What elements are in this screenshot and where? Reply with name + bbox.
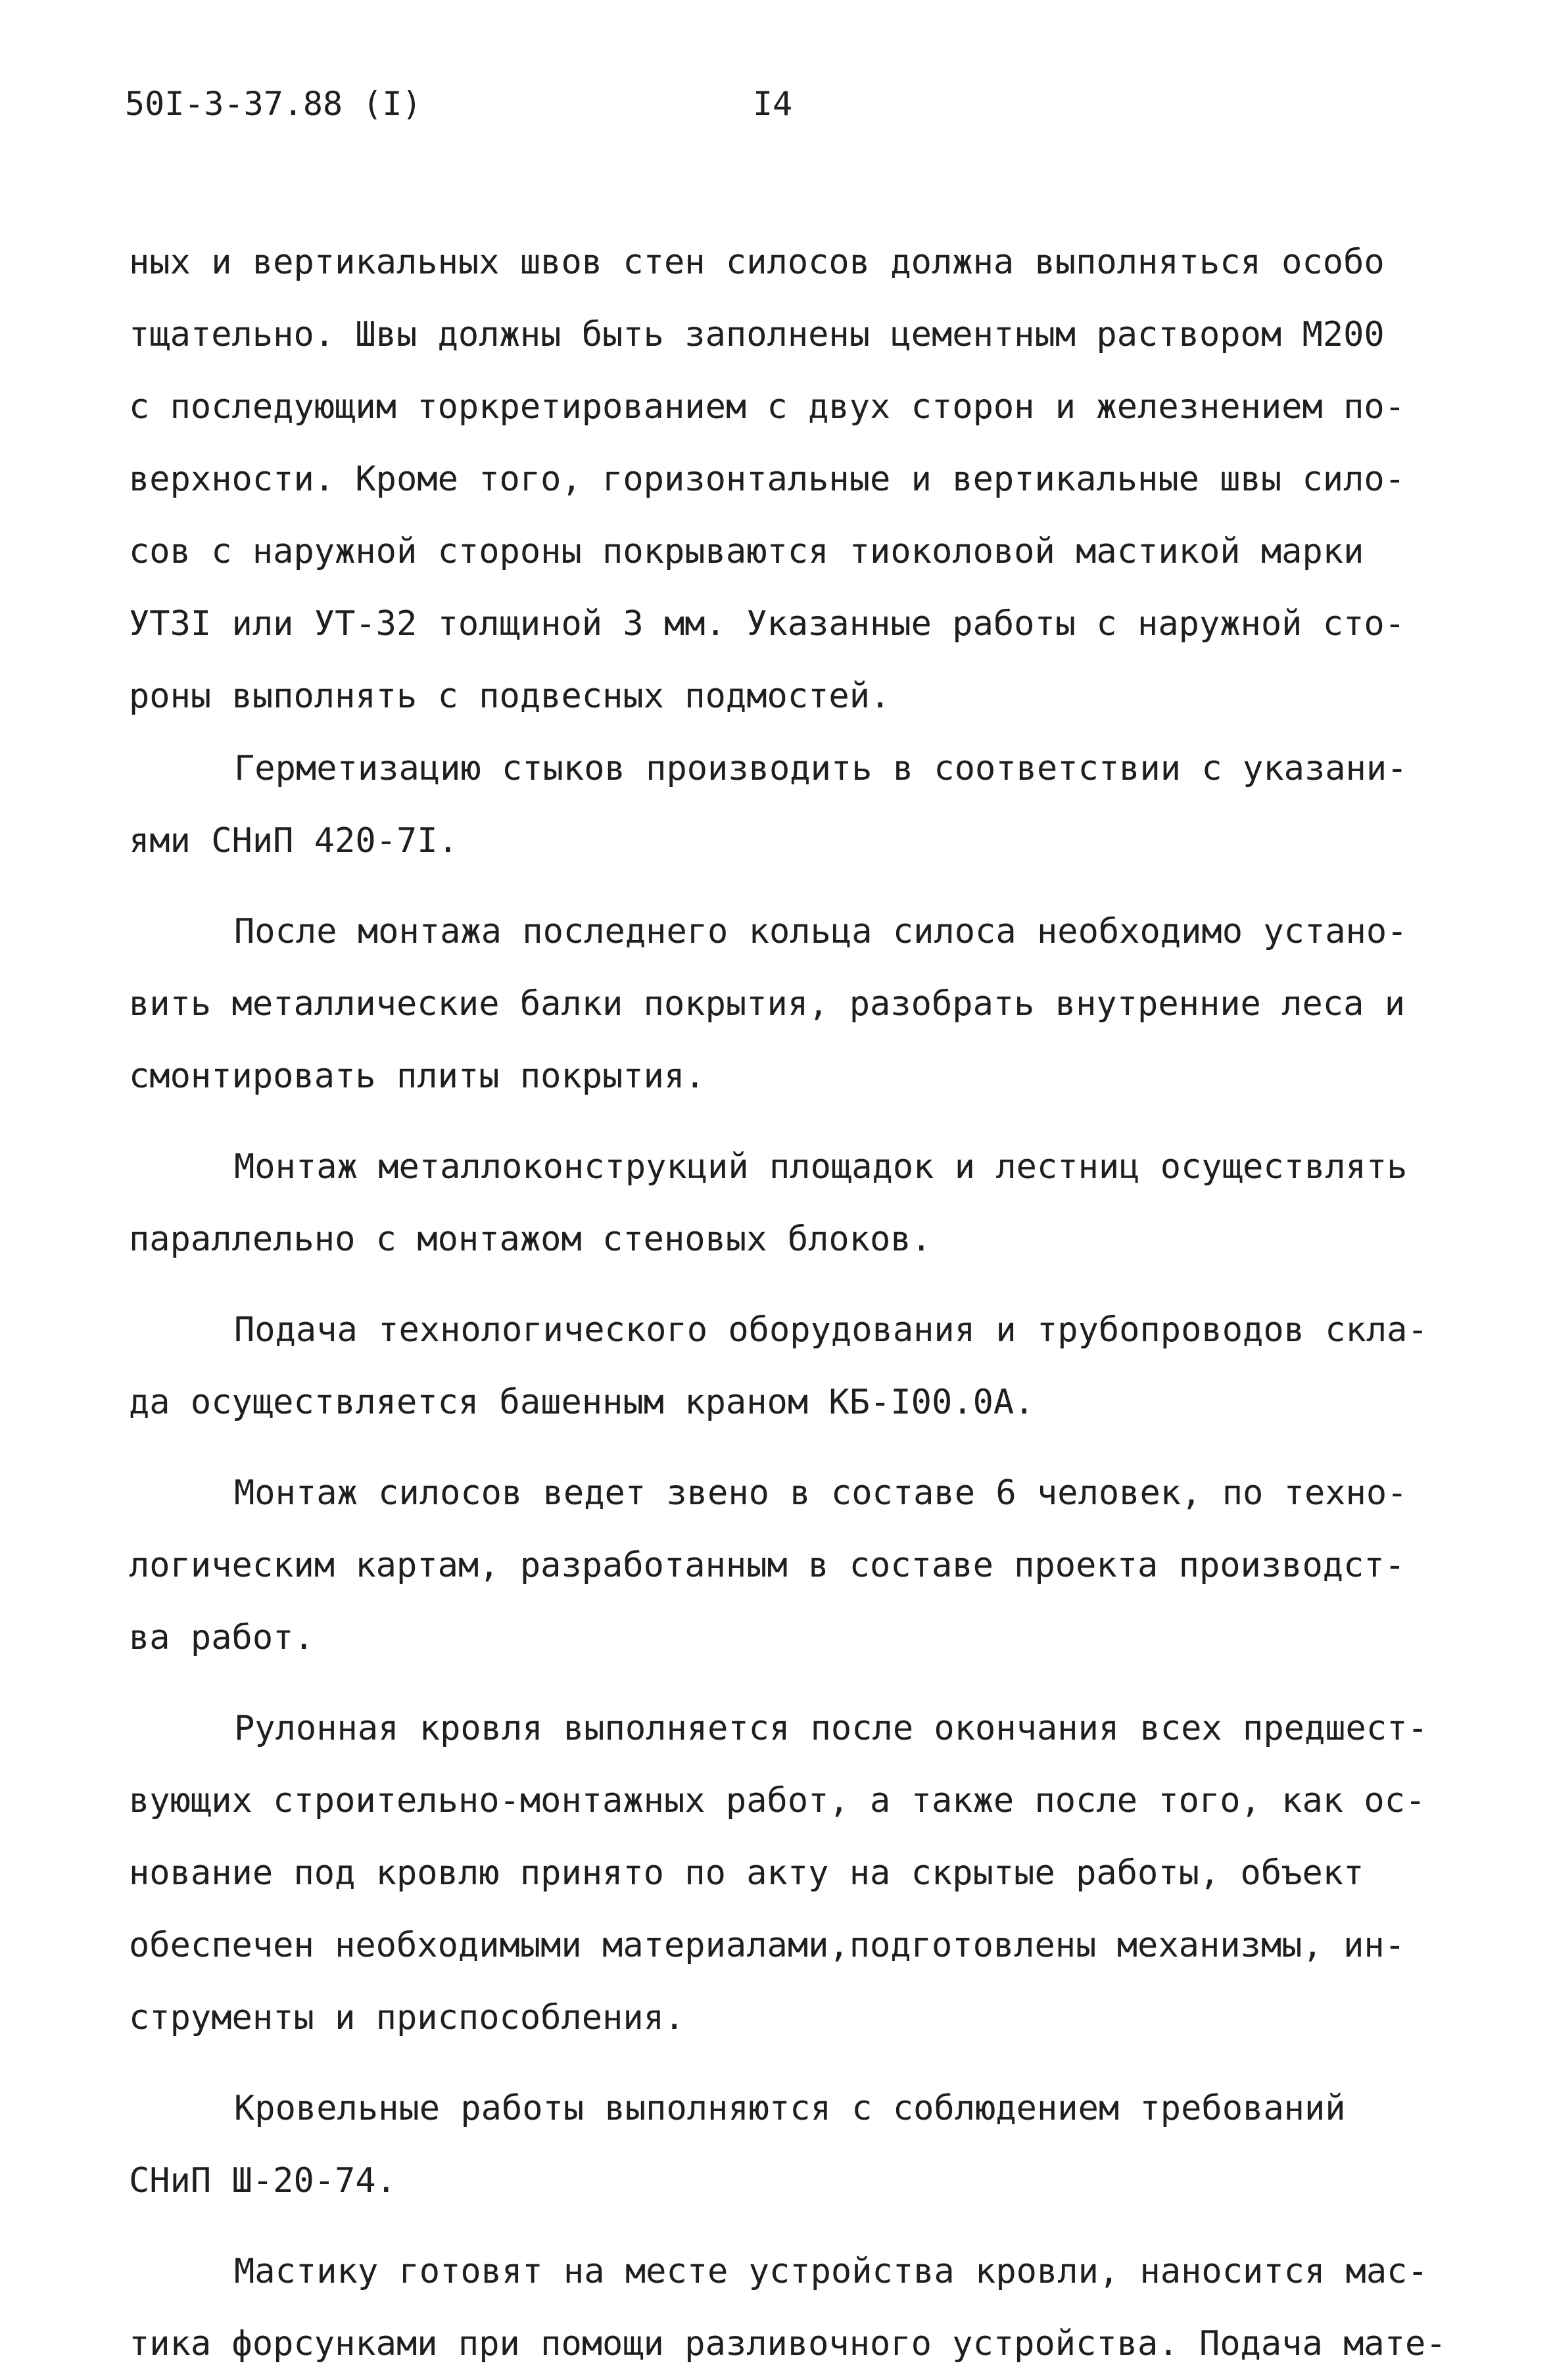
text-line: Монтаж силосов ведет звено в составе 6 человек, по техно-	[234, 1473, 1408, 1513]
text-line: ями СНиП 420-7I.	[129, 821, 458, 861]
text-line: вующих строительно-монтажных работ, а также после того, как ос-	[129, 1781, 1426, 1821]
text-line: Герметизацию стыков производить в соответствии с указани-	[234, 749, 1408, 788]
text-line: УТ3I или УТ-32 толщиной 3 мм. Указанные работы с наружной сто-	[129, 604, 1406, 644]
text-line: ных и вертикальных швов стен силосов должна выполняться особо	[129, 243, 1385, 282]
text-line: ва работ.	[129, 1618, 314, 1657]
text-line: Кровельные работы выполняются с соблюдением требований	[234, 2089, 1346, 2128]
paragraph-gap	[129, 2054, 1437, 2072]
text-line: нование под кровлю принято по акту на скрытые работы, объект	[129, 1853, 1364, 1893]
text-line: Подача технологического оборудования и трубопроводов скла-	[234, 1310, 1428, 1350]
text-line: струменты и приспособления.	[129, 1998, 685, 2037]
text-line: тика форсунками при помощи разливочного устройства. Подача мате-	[129, 2324, 1446, 2364]
body-text	[129, 226, 1446, 2380]
text-line: После монтажа последнего кольца силоса необходимо устано-	[234, 912, 1408, 951]
text-line: роны выполнять с подвесных подмостей.	[129, 677, 891, 716]
page-number: I4	[753, 85, 793, 123]
text-line: логическим картам, разработанным в составе проекта производст-	[129, 1546, 1406, 1585]
text-line: сов с наружной стороны покрываются тиоколовой мастикой марки	[129, 532, 1364, 571]
text-line: смонтировать плиты покрытия.	[129, 1057, 705, 1096]
text-line: вить металлические балки покрытия, разобрать внутренние леса и	[129, 984, 1406, 1024]
paragraph-gap	[129, 1112, 1437, 1131]
text-line: СНиП Ш-20-74.	[129, 2161, 396, 2201]
text-line: верхности. Кроме того, горизонтальные и вертикальные швы сило-	[129, 460, 1406, 499]
paragraph-gap	[129, 1275, 1437, 1294]
paragraph-gap	[129, 877, 1437, 895]
paragraph-gap	[129, 1674, 1437, 1692]
paragraph-gap	[129, 2217, 1437, 2235]
text-line: Монтаж металлоконструкций площадок и лестниц осуществлять	[234, 1147, 1408, 1187]
text-line: Мастику готовят на месте устройства кровли, наносится мас-	[234, 2252, 1428, 2291]
text-line: тщательно. Швы должны быть заполнены цементным раствором М200	[129, 315, 1385, 354]
page-header	[125, 78, 848, 130]
text-line: обеспечен необходимыми материалами,подготовлены механизмы, ин-	[129, 1926, 1406, 1965]
document-code: 50I-3-37.88 (I)	[125, 85, 422, 123]
text-line: да осуществляется башенным краном КБ-I00.0А.	[129, 1383, 1035, 1422]
text-line: Рулонная кровля выполняется после окончания всех предшест-	[234, 1709, 1428, 1748]
text-line: параллельно с монтажом стеновых блоков.	[129, 1220, 932, 1259]
paragraph-gap	[129, 1439, 1437, 1457]
text-line: с последующим торкретированием с двух сторон и железнением по-	[129, 387, 1406, 427]
